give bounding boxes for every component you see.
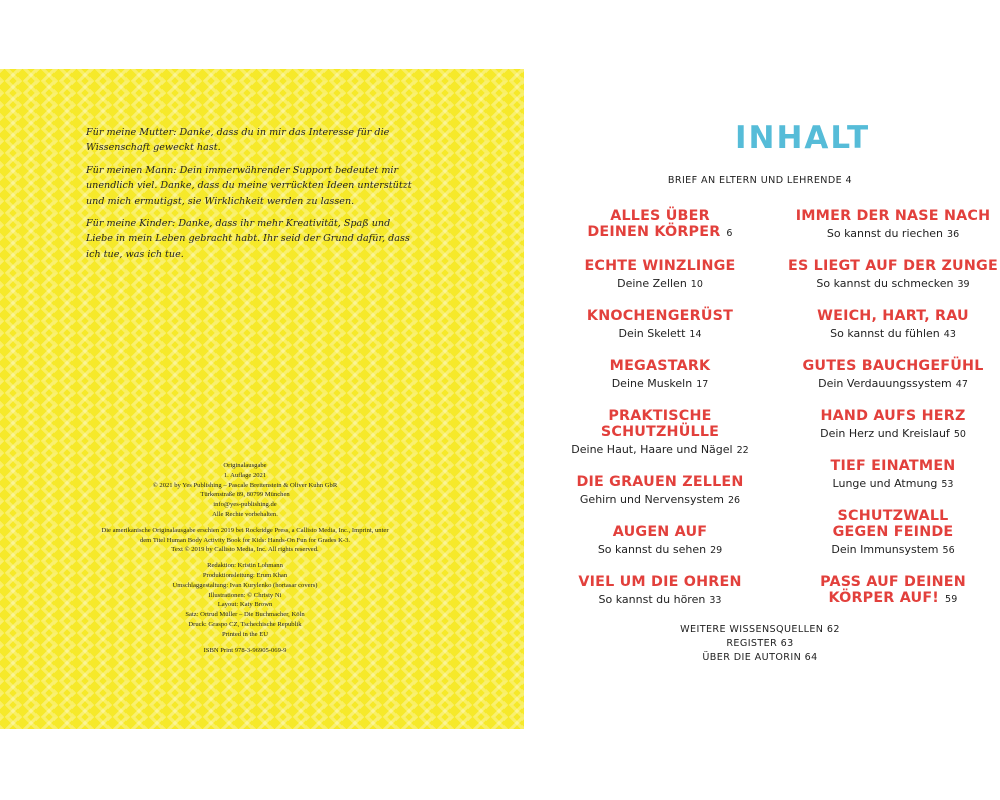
toc-entry-title-line2 <box>565 224 755 242</box>
toc-entry[interactable] <box>783 408 1000 442</box>
toc-entry[interactable] <box>565 524 755 558</box>
toc-entry-subtitle-text: Dein Herz und Kreislauf <box>820 427 950 440</box>
toc-entry-title-text: PRAKTISCHE <box>608 408 712 424</box>
toc-entry-page: 29 <box>710 545 723 556</box>
toc-entry-subtitle <box>565 492 755 508</box>
toc-entry-title <box>565 474 755 490</box>
imprint-isbn-block <box>70 646 420 656</box>
toc-entry[interactable] <box>565 408 755 458</box>
toc-entry-page: 36 <box>947 229 960 240</box>
right-page <box>525 0 1000 800</box>
toc-entry-subtitle-text: So kannst du hören <box>598 593 706 606</box>
toc-footer-sources[interactable]: WEITERE WISSENSQUELLEN 62 <box>680 624 840 635</box>
toc-entry-subtitle-text: So kannst du sehen <box>597 543 707 556</box>
toc-entry-subtitle-text: Deine Muskeln <box>611 377 693 390</box>
imprint-line: Redaktion: Kristin Lohmann <box>207 562 283 570</box>
toc-entry-subtitle-text: Gehirn und Nervensystem <box>579 493 724 506</box>
toc-entry-title-text: IMMER DER NASE NACH <box>795 208 991 224</box>
toc-entry-subtitle <box>783 542 1000 558</box>
imprint-line: Illustrationen: © Christy Ni <box>208 591 282 599</box>
toc-entry[interactable] <box>565 258 755 292</box>
toc-entry[interactable] <box>565 358 755 392</box>
toc-entry-subtitle-text: Dein Skelett <box>618 327 686 340</box>
toc-entry-subtitle <box>565 542 755 558</box>
toc-entry-title-text: VIEL UM DIE OHREN <box>578 574 742 590</box>
toc-entry-subtitle <box>783 426 1000 442</box>
imprint-line: dem Titel Human Body Activity Book for Kids: Hands-On Fun for Grades K-3. <box>139 536 351 544</box>
left-page <box>0 69 524 729</box>
toc-entry-page: 14 <box>689 329 702 340</box>
toc-entry-subtitle <box>565 276 755 292</box>
toc-brief-link[interactable]: BRIEF AN ELTERN UND LEHRENDE 4 <box>667 175 853 186</box>
toc-entry[interactable] <box>565 208 755 242</box>
toc-entry-title <box>783 408 1000 424</box>
toc-entry-title <box>565 574 755 590</box>
imprint-line: Layout: Katy Brown <box>217 601 273 609</box>
toc-entry-subtitle <box>565 376 755 392</box>
dedication <box>86 125 416 269</box>
toc-entry[interactable] <box>783 508 1000 558</box>
toc-entry-title <box>783 574 1000 590</box>
toc-entry-title-text: GUTES BAUCHGEFÜHL <box>802 358 984 374</box>
toc-entry-title <box>783 258 1000 274</box>
toc-entry-subtitle <box>783 226 1000 242</box>
toc-entry-subtitle-text: Lunge und Atmung <box>832 477 938 490</box>
imprint-line: Alle Rechte vorbehalten. <box>212 510 278 518</box>
toc-entry-page: 26 <box>727 495 741 506</box>
toc-entry-title-text: ECHTE WINZLINGE <box>584 258 736 274</box>
toc-entry-title <box>565 358 755 374</box>
toc-entry-subtitle-text: Dein Verdauungssystem <box>818 377 952 390</box>
toc-entry-subtitle-text: Deine Zellen <box>617 277 687 290</box>
toc-entry[interactable] <box>783 258 1000 292</box>
imprint-line: Druck: Graspo CZ, Tschechische Republik <box>188 620 302 628</box>
toc-entry-subtitle-text: So kannst du riechen <box>826 227 944 240</box>
toc-entry-subtitle-text: Dein Immunsystem <box>831 543 939 556</box>
toc-entry-page: 56 <box>942 545 955 556</box>
toc-entry-title-text: SCHUTZHÜLLE <box>600 424 720 440</box>
toc-entry-subtitle-text: So kannst du schmecken <box>816 277 954 290</box>
toc-entry-title <box>565 408 755 424</box>
toc-footer-author[interactable]: ÜBER DIE AUTORIN 64 <box>702 652 818 663</box>
toc-entry-title-text: DIE GRAUEN ZELLEN <box>576 474 744 490</box>
toc-entry[interactable] <box>783 308 1000 342</box>
imprint <box>70 461 420 661</box>
toc-entry-page: 50 <box>953 429 966 440</box>
toc-entry[interactable] <box>565 574 755 608</box>
toc-entry-title <box>783 208 1000 224</box>
imprint-line: Text © 2019 by Callisto Media, Inc. All rights reserved. <box>171 546 319 554</box>
toc-entry-page: 10 <box>690 279 703 290</box>
toc-entry-page: 43 <box>943 329 956 340</box>
toc-entry-title-text: GEGEN FEINDE <box>832 524 954 540</box>
toc-footer-register[interactable]: REGISTER 63 <box>726 638 794 649</box>
toc-entry-title-text: PASS AUF DEINEN <box>820 574 966 590</box>
toc-entry-title <box>565 308 755 324</box>
imprint-line: Die amerikanische Originalausgabe erschien 2019 bei Rockridge Press, a Callisto Media, Inc., Imprint, unter <box>101 526 389 534</box>
imprint-line: Printed in the EU <box>222 630 268 638</box>
imprint-line: Produktionsleitung: Erum Khan <box>202 571 288 579</box>
isbn: ISBN Print 978-3-96905-069-9 <box>203 646 287 654</box>
toc-entry-subtitle <box>565 442 755 458</box>
imprint-line: 1. Auflage 2021 <box>223 471 267 479</box>
toc-entry-title <box>565 208 755 224</box>
toc-entry-subtitle <box>783 376 1000 392</box>
toc-entry-page: 47 <box>955 379 968 390</box>
toc-entry-title-line2 <box>783 590 1000 608</box>
toc-entry-title <box>783 358 1000 374</box>
toc-entry-title-text: KNOCHENGERÜST <box>586 308 734 324</box>
toc-entry-page: 17 <box>696 379 709 390</box>
toc-entry[interactable] <box>783 574 1000 608</box>
toc-entry-title <box>565 258 755 274</box>
toc-entry-title-text: HAND AUFS HERZ <box>820 408 966 424</box>
toc-entry-title-text: SCHUTZWALL <box>837 508 949 524</box>
toc-entry-title <box>783 508 1000 524</box>
imprint-original <box>70 526 420 555</box>
toc-entry-subtitle <box>565 592 755 608</box>
toc-entry-page: 39 <box>957 279 970 290</box>
toc-entry-page: 22 <box>736 445 749 456</box>
imprint-line: © 2021 by Yes Publishing – Pascale Breitenstein & Oliver Kuhn GbR <box>152 481 338 489</box>
toc-entry-title-text: DEINEN KÖRPER <box>587 224 721 240</box>
toc-entry-title-text: TIEF EINATMEN <box>830 458 956 474</box>
toc-right-column <box>783 208 1000 608</box>
imprint-credits <box>70 561 420 639</box>
toc-entry-title-text: MEGASTARK <box>609 358 711 374</box>
toc-entry-page: 53 <box>941 479 954 490</box>
imprint-publisher <box>70 461 420 520</box>
toc-entry-title <box>565 524 755 540</box>
toc-entry-subtitle-text: So kannst du fühlen <box>830 327 940 340</box>
toc-entry[interactable] <box>783 358 1000 392</box>
toc-entry-subtitle <box>783 276 1000 292</box>
toc-left-column <box>565 208 755 608</box>
toc-entry-title <box>783 458 1000 474</box>
toc-entry-title-line2 <box>783 524 1000 540</box>
toc-entry-subtitle <box>783 326 1000 342</box>
toc-entry[interactable] <box>565 308 755 342</box>
toc-entry-title-text: ALLES ÜBER <box>610 208 710 224</box>
imprint-line: Türkenstraße 89, 80799 München <box>200 491 290 499</box>
imprint-line: Originalausgabe <box>223 462 267 469</box>
toc-entry-title-line2 <box>565 424 755 440</box>
dedication-mother: Für meine Mutter: Danke, dass du in mir das Interesse für die Wissenschaft geweckt hast. <box>86 127 390 154</box>
toc-entry-page: 59 <box>945 594 958 605</box>
toc-entry[interactable] <box>565 474 755 508</box>
toc-entry-title-text: ES LIEGT AUF DER ZUNGE <box>788 258 998 274</box>
toc-entry-title-text: WEICH, HART, RAU <box>817 308 969 324</box>
toc-entry-title-text: KÖRPER AUF! <box>828 590 940 606</box>
toc-entry-subtitle-text: Deine Haut, Haare und Nägel <box>571 443 733 456</box>
imprint-line: info@yes-publishing.de <box>213 501 277 509</box>
dedication-children: Für meine Kinder: Danke, dass ihr mehr Kreativität, Spaß und Liebe in mein Leben gebracht habt. Ihr seid der Grund dafür, dass ich tue, was ich tue. <box>86 218 410 260</box>
toc-entry-page: 33 <box>709 595 722 606</box>
toc-entry-page: 6 <box>726 228 733 239</box>
imprint-line: Umschlaggestaltung: Ivan Kurylenko (hortasar covers) <box>172 581 318 589</box>
toc-entry-subtitle <box>783 476 1000 492</box>
toc-footer <box>525 623 995 665</box>
toc-entry[interactable] <box>783 458 1000 492</box>
toc-entry-subtitle <box>565 326 755 342</box>
toc-title: INHALT <box>735 120 871 156</box>
toc-entry-title <box>783 308 1000 324</box>
imprint-line: Satz: Ortrud Müller – Die Buchmacher, Köln <box>185 611 305 619</box>
toc-entry-title-text: AUGEN AUF <box>612 524 708 540</box>
dedication-husband: Für meinen Mann: Dein immerwährender Support bedeutet mir unendlich viel. Danke, dass du meine verrückten Ideen unterstützt und mich ermutigst, sie Wirklichkeit werden zu lassen. <box>86 164 412 207</box>
toc-entry[interactable] <box>783 208 1000 242</box>
